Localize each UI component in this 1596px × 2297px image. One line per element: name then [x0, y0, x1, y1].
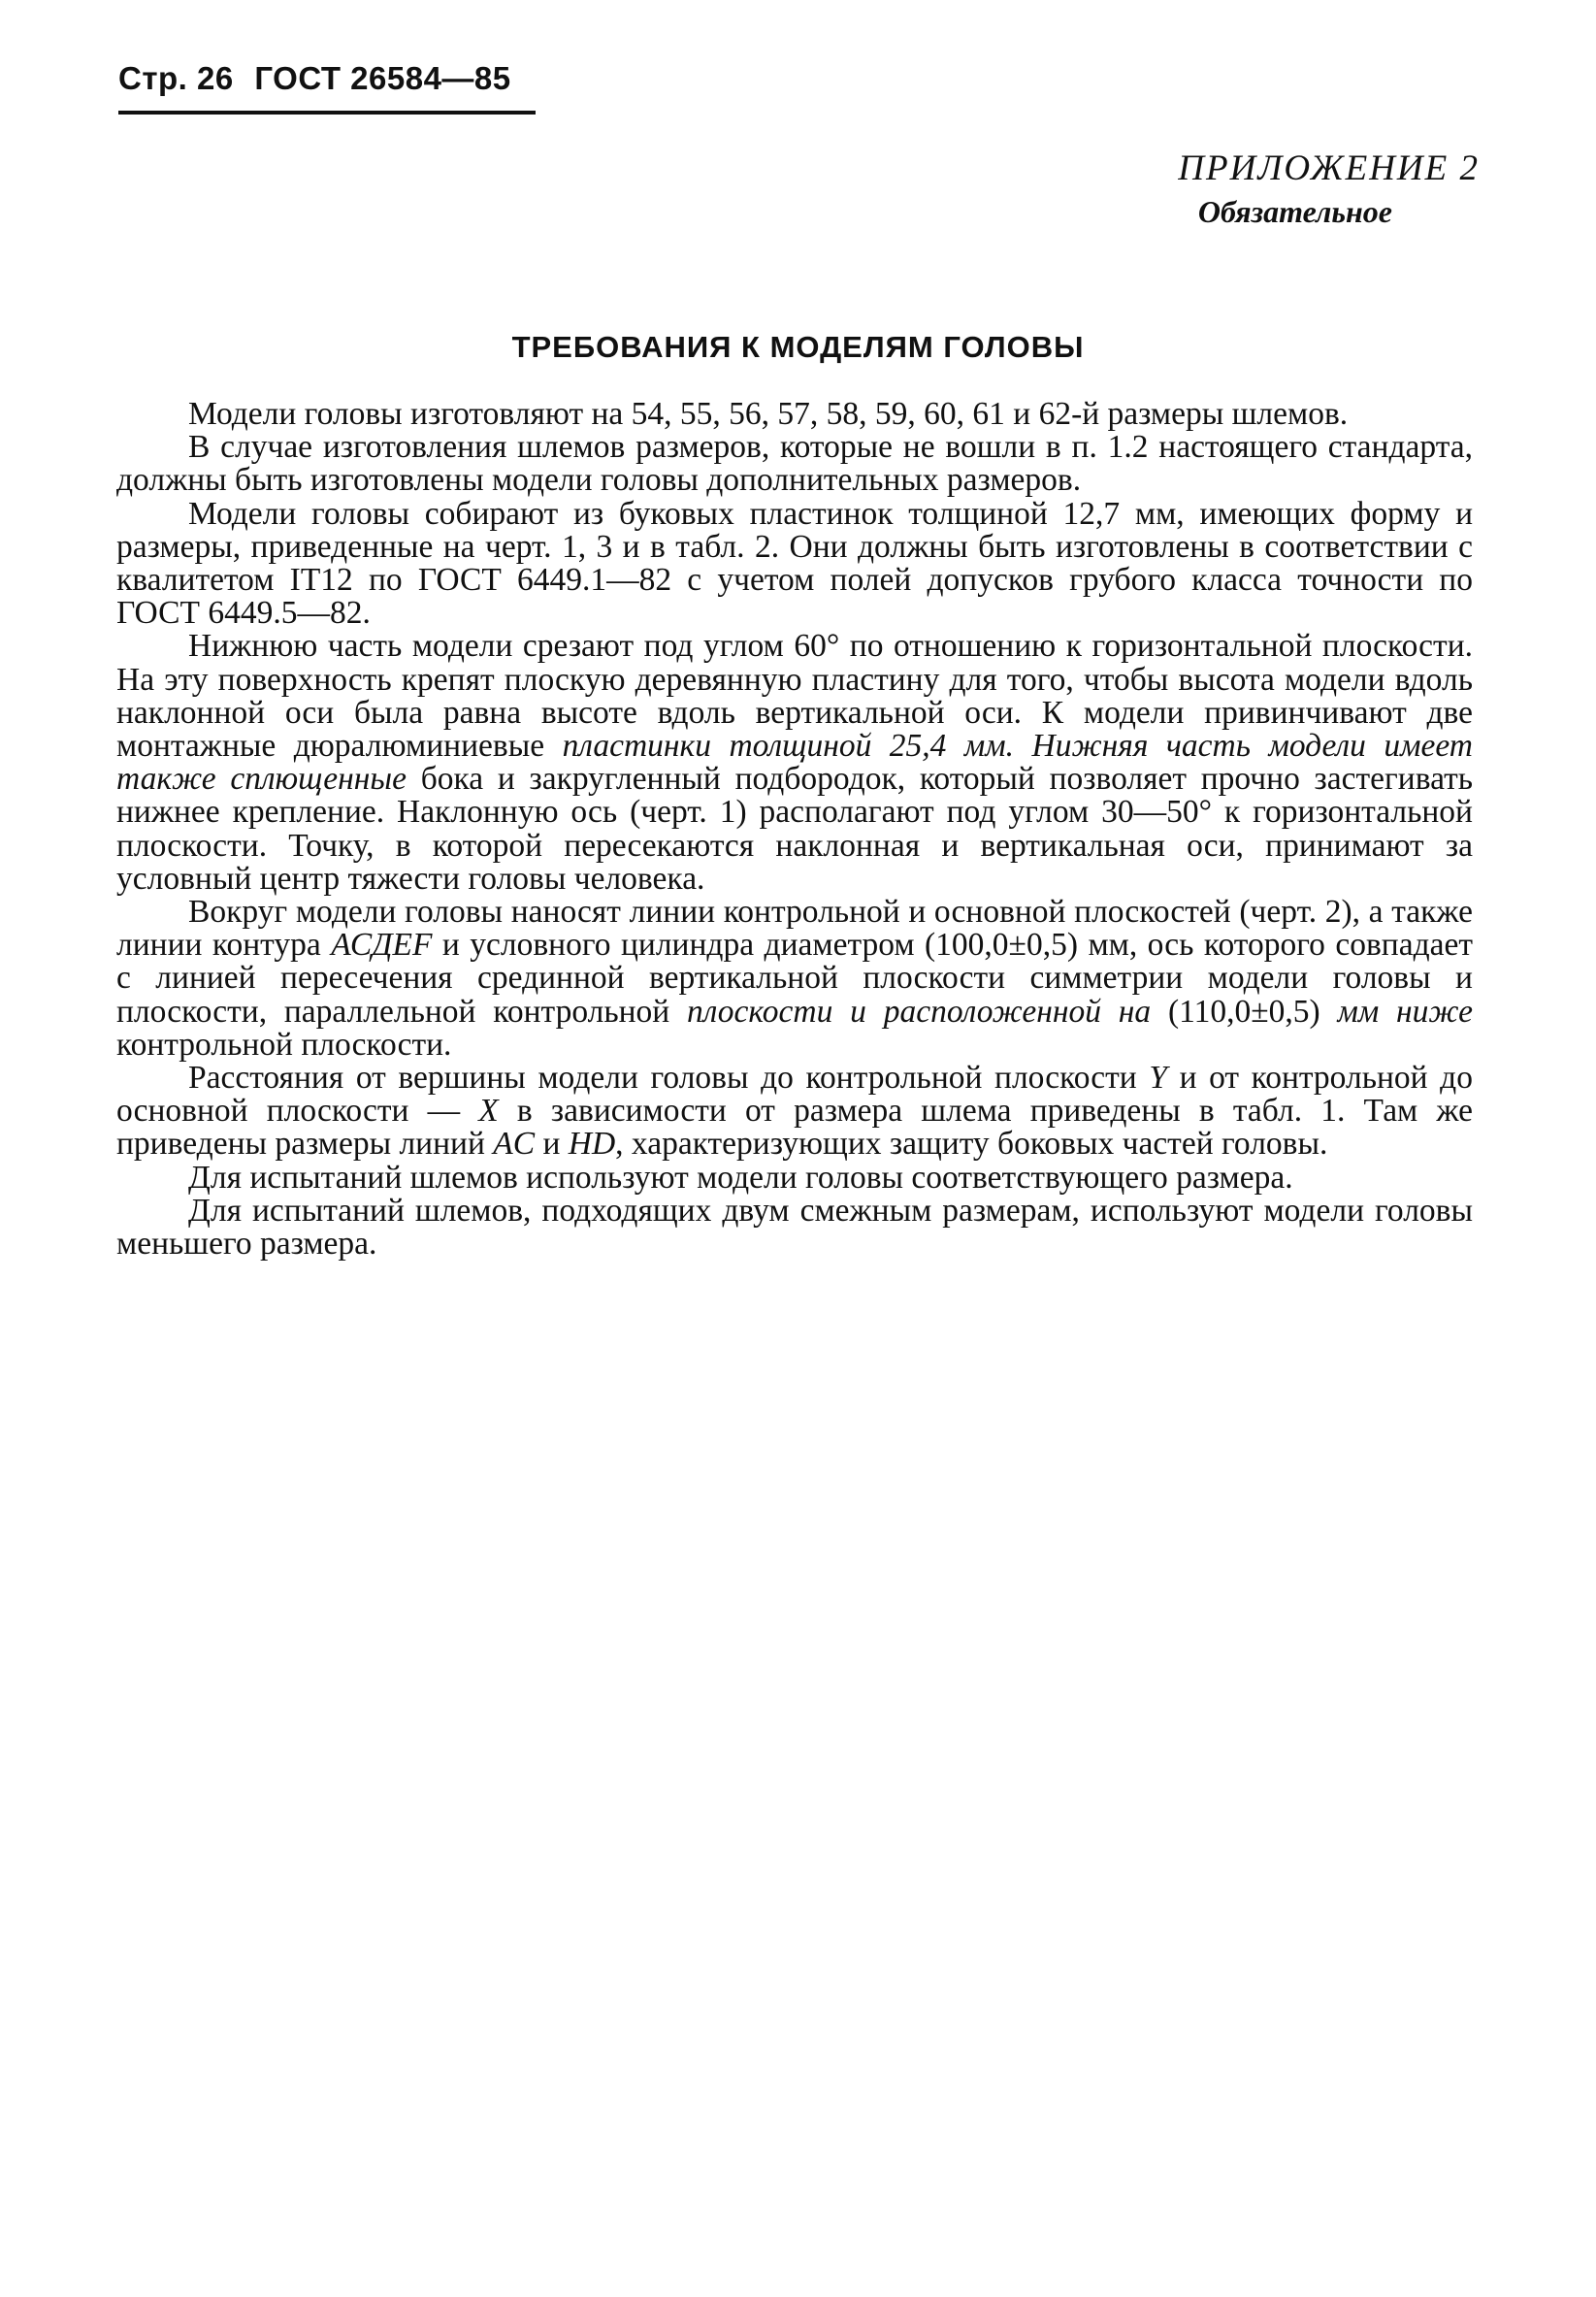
variable-y: Y	[1149, 1060, 1167, 1097]
paragraph-5-part-g: контрольной плоскости.	[116, 1026, 452, 1063]
paragraph-2: В случае изготовления шлемов размеров, которые не вошли в п. 1.2 настоящего стандарта, должны быть изготовлены модели головы дополнительных размеров.	[116, 429, 1473, 499]
paragraph-4-part-c: бока и закругленный подбородок, который позволяет прочно застегивать нижнее крепление. Наклонную ось (черт. 1) располагают под углом 30—50° к горизонтальной плоскости. Точку, в которой пересекаются наклонная и вертикальная оси, принимают за условный центр тяжести головы человека.	[116, 761, 1473, 897]
appendix-label: ПРИЛОЖЕНИЕ 2	[1178, 148, 1480, 188]
line-ac: AC	[493, 1126, 536, 1163]
paragraph-7: Для испытаний шлемов используют модели головы соответствующего размера.	[188, 1159, 1293, 1196]
line-hd: HD	[568, 1126, 616, 1163]
standard-designation: ГОСТ 26584—85	[254, 60, 511, 96]
paragraph-3: Модели головы собирают из буковых пластинок толщиной 12,7 мм, имеющих форму и размеры, приведенные на черт. 1, 3 и в табл. 2. Они должны быть изготовлены в соответствии с квалитетом IT12 по ГОСТ 6449.1—82 с учетом полей допусков грубого класса точности по ГОСТ 6449.5—82.	[116, 495, 1473, 632]
running-header	[118, 60, 523, 97]
paragraph-5-italic-2: мм ниже	[1337, 993, 1473, 1030]
variable-x: X	[478, 1093, 499, 1130]
paragraph-6-part-c: и от контрольной до основной плоскости —	[116, 1060, 1473, 1130]
paragraph-8: Для испытаний шлемов, подходящих двум смежным размерам, используют модели головы меньшего размера.	[116, 1192, 1473, 1263]
paragraph-5-part-e: (110,0±0,5)	[1151, 993, 1338, 1030]
paragraph-6-part-i: , характеризующих защиту боковых частей головы.	[615, 1126, 1328, 1163]
paragraph-4	[116, 630, 1473, 896]
section-title: ТРЕБОВАНИЯ К МОДЕЛЯМ ГОЛОВЫ	[511, 330, 1085, 364]
paragraph-6-part-a: Расстояния от вершины модели головы до контрольной плоскости	[188, 1060, 1150, 1097]
paragraph-4-italic: пластинки толщиной 25,4 мм. Нижняя часть модели имеет также сплющенные	[116, 728, 1473, 798]
body-text	[116, 398, 1473, 1261]
paragraph-5-italic-1: плоскости и расположенной на	[687, 993, 1152, 1030]
paragraph-5-part-a: Вокруг модели головы наносят линии контрольной и основной плоскостей (черт. 2), а также линии контура	[116, 894, 1473, 964]
appendix-status: Обязательное	[1197, 194, 1392, 229]
paragraph-5-part-c: и условного цилиндра диаметром (100,0±0,5) мм, ось которого совпадает с линией пересечения срединной вертикальной плоскости симметрии модели головы и плоскости, параллельной контрольной	[116, 927, 1473, 1030]
paragraph-1: Модели головы изготовляют на 54, 55, 56, 57, 58, 59, 60, 61 и 62-й размеры шлемов.	[188, 396, 1349, 432]
page-number: Стр. 26	[118, 60, 234, 96]
paragraph-6	[116, 1062, 1473, 1162]
paragraph-5	[116, 896, 1473, 1062]
paragraph-6-part-e: в зависимости от размера шлема приведены в табл. 1. Там же приведены размеры линий	[116, 1093, 1474, 1163]
paragraph-4-part-a: Нижнюю часть модели срезают под углом 60° по отношению к горизонтальной плоскости. На эту поверхность крепят плоскую деревянную пластину для того, чтобы высота модели вдоль наклонной оси была равна высоте вдоль вертикальной оси. К модели привинчивают две монтажные дюралюминиевые	[116, 628, 1473, 765]
header-rule	[118, 111, 536, 115]
paragraph-6-part-g: и	[535, 1126, 569, 1163]
contour-label: АСДЕF	[331, 927, 433, 964]
